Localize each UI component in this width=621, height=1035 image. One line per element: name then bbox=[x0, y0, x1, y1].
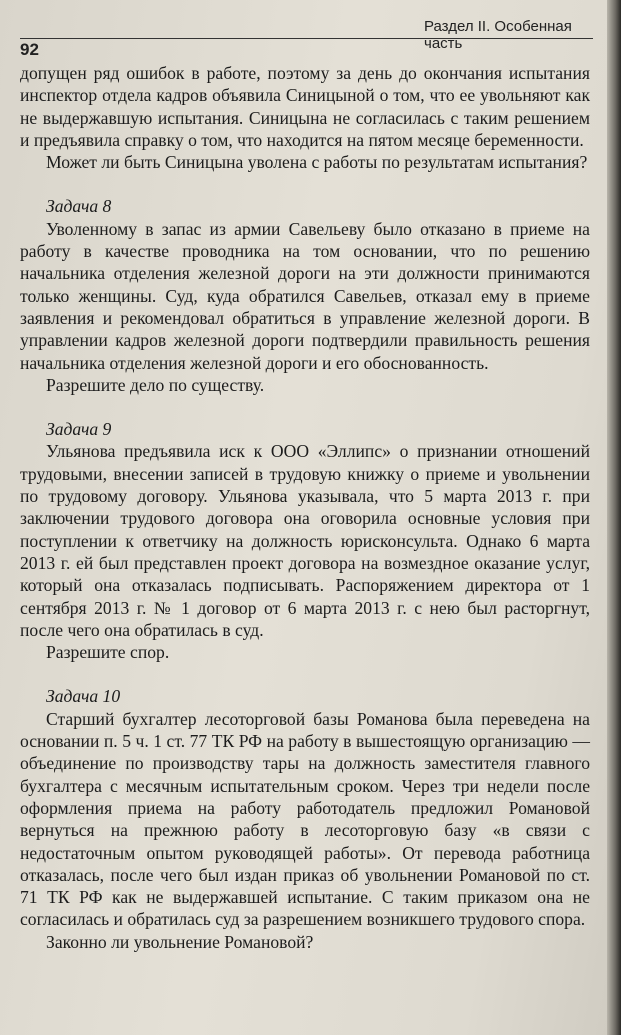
page-header bbox=[8, 14, 593, 59]
task-8-question: Разрешите дело по существу. bbox=[46, 374, 265, 395]
task-9-question: Разрешите спор. bbox=[46, 642, 170, 663]
page-edge-shadow bbox=[607, 0, 621, 1035]
intro-question: Может ли быть Синицына уволена с работы по результатам испытания? bbox=[46, 152, 588, 173]
page-body bbox=[20, 62, 590, 953]
intro-paragraph: допущен ряд ошибок в работе, поэтому за день до окончания испытания инспектор отдела кадров объявила Синицыной о том, что ее увольняют как не выдержавшую испытания. Синицына не согласилась с таким решением и предъявила справку о том, что находится на пятом месяце беременности. bbox=[20, 63, 590, 150]
header-rule bbox=[20, 38, 593, 39]
task-8-title: Задача 8 bbox=[46, 196, 112, 217]
task-9-body: Ульянова предъявила иск к ООО «Эллипс» о признании отношений трудовыми, внесении записей в трудовую книжку о приеме и увольнении по трудовому договору. Ульянова указывала, что 5 марта 2013 г. при заключении трудового договора она оговорила основные условия при поступлении к ответчику на должность юрисконсульта. Однако 6 марта 2013 г. ей был представлен проект договора на возмездное оказание услуг, который она отказалась подписывать. Распоряжением директора от 1 сентября 2013 г. № 1 договор от 6 марта 2013 г. с нею был расторгнут, после чего она обратилась в суд. bbox=[20, 441, 590, 640]
page-number: 92 bbox=[20, 40, 39, 59]
task-8-body: Уволенному в запас из армии Савельеву было отказано в приеме на работу в качестве проводника на том основании, что по решению начальника отделения железной дороги на эти должности принимаются только женщины. Суд, куда обратился Савельев, отказал ему в приеме заявления и рекомендовал обратиться в управление железной дороги. В управлении кадров железной дороги подтвердили правильность решения начальника отделения железной дороги и его обоснованность. bbox=[20, 218, 590, 373]
task-9-title: Задача 9 bbox=[46, 419, 112, 440]
task-10-question: Законно ли увольнение Романовой? bbox=[46, 931, 314, 952]
task-10-title: Задача 10 bbox=[46, 686, 121, 707]
task-10-body: Старший бухгалтер лесоторговой базы Романова была переведена на основании п. 5 ч. 1 ст. 77 ТК РФ на работу в вышестоящую организацию — объединение по производству тары на должность заместителя главного бухгалтера с месячным испытательным сроком. Через три недели после оформления приема на работу работодатель предложил Романовой вернуться на прежнюю работу в лесоторговую базу «в связи с недостаточным опытом руководящей работы». От перевода работница отказалась, после чего был издан приказ об увольнении Романовой по ст. 71 ТК РФ как не выдержавшей испытание. С таким приказом она не согласилась и обратилась суд за разрешением возникшего трудового спора. bbox=[20, 708, 590, 930]
section-title: Раздел II. Особенная часть bbox=[424, 18, 572, 52]
